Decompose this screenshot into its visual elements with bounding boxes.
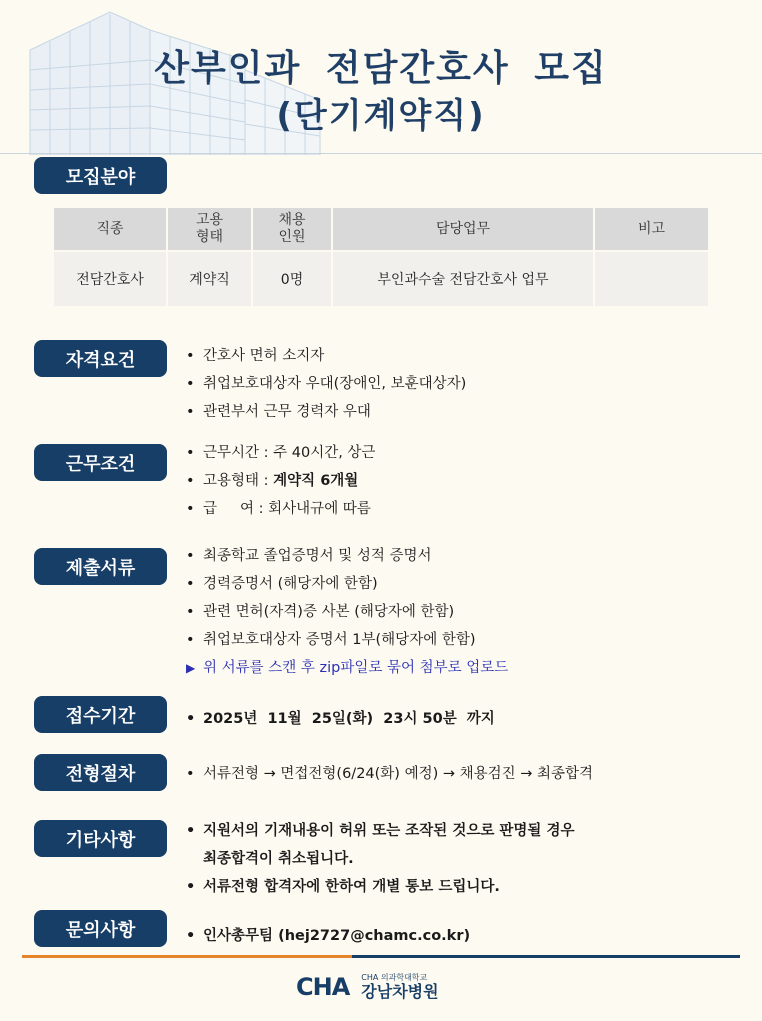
process-text: • 서류전형 → 면접전형(6/24(화) 예정) → 채용검진 → 최종합격: [186, 760, 593, 788]
documents-note: ▶ 위 서류를 스캔 후 zip파일로 묶어 첨부로 업로드: [186, 654, 508, 682]
logo-text: [361, 974, 438, 1000]
qualification-list: [186, 342, 466, 426]
page-title: 산부인과 전담간호사 모집: [154, 48, 608, 89]
list-item: • 급 여 : 회사내규에 따름: [186, 495, 375, 523]
list-item: • 관련부서 근무 경력자 우대: [186, 398, 466, 426]
etc-list: [186, 817, 575, 901]
process-list: [186, 760, 593, 788]
header-duty: 담당업무: [333, 208, 593, 250]
section-label-field: 모집분야: [34, 157, 167, 194]
table-row: [54, 252, 708, 306]
logo-university-name: CHA 의과학대학교: [361, 973, 428, 982]
list-item: • 서류전형 합격자에 한하여 개별 통보 드립니다.: [186, 873, 575, 901]
list-item: • 최종학교 졸업증명서 및 성적 증명서: [186, 542, 508, 570]
list-item: • 간호사 면허 소지자: [186, 342, 466, 370]
cha-logo-mark: CHA: [296, 973, 350, 1001]
employment-type-label: 고용형태 :: [203, 473, 274, 489]
cell-job: 전담간호사: [54, 252, 166, 306]
list-item: • 지원서의 기재내용이 허위 또는 조작된 것으로 판명될 경우: [186, 817, 575, 845]
contact-text: • 인사총무팀 (hej2727@chamc.co.kr): [186, 922, 470, 950]
cell-duty: 부인과수술 전담간호사 업무: [333, 252, 593, 306]
conditions-list: [186, 439, 375, 523]
page-subtitle: (단기계약직): [276, 96, 486, 136]
section-label-contact: 문의사항: [34, 910, 167, 947]
employment-type-value: 계약직 6개월: [273, 473, 359, 489]
header-type: 고용 형태: [168, 208, 251, 250]
cell-type: 계약직: [168, 252, 251, 306]
list-item-continued: 최종합격이 취소됩니다.: [203, 851, 354, 867]
section-label-etc: 기타사항: [34, 820, 167, 857]
section-label-period: 접수기간: [34, 696, 167, 733]
period-text: • 2025년 11월 25일(화) 23시 50분 까지: [186, 705, 495, 733]
list-item: • 취업보호대상자 우대(장애인, 보훈대상자): [186, 370, 466, 398]
recruit-table: [52, 206, 710, 308]
contact-list: [186, 922, 470, 950]
section-label-process: 전형절차: [34, 754, 167, 791]
cell-count: 0명: [253, 252, 331, 306]
list-item: • 경력증명서 (해당자에 한함): [186, 570, 508, 598]
list-item: • 취업보호대상자 증명서 1부(해당자에 한함): [186, 626, 508, 654]
list-item: • 관련 면허(자격)증 사본 (해당자에 한함): [186, 598, 508, 626]
header-divider: [0, 153, 762, 154]
footer-divider-orange: [22, 955, 352, 958]
table-header-row: [54, 208, 708, 250]
cell-note: [595, 252, 708, 306]
header-note: 비고: [595, 208, 708, 250]
period-list: [186, 705, 495, 733]
section-label-conditions: 근무조건: [34, 444, 167, 481]
documents-list: [186, 542, 508, 682]
header-job: 직종: [54, 208, 166, 250]
section-label-documents: 제출서류: [34, 548, 167, 585]
list-item: [186, 467, 375, 495]
list-item: • 근무시간 : 주 40시간, 상근: [186, 439, 375, 467]
footer-divider-navy: [352, 955, 740, 958]
section-label-qualification: 자격요건: [34, 340, 167, 377]
logo-hospital-name: 강남차병원: [361, 982, 439, 1001]
header-count: 채용 인원: [253, 208, 331, 250]
hospital-logo: [296, 970, 439, 1004]
